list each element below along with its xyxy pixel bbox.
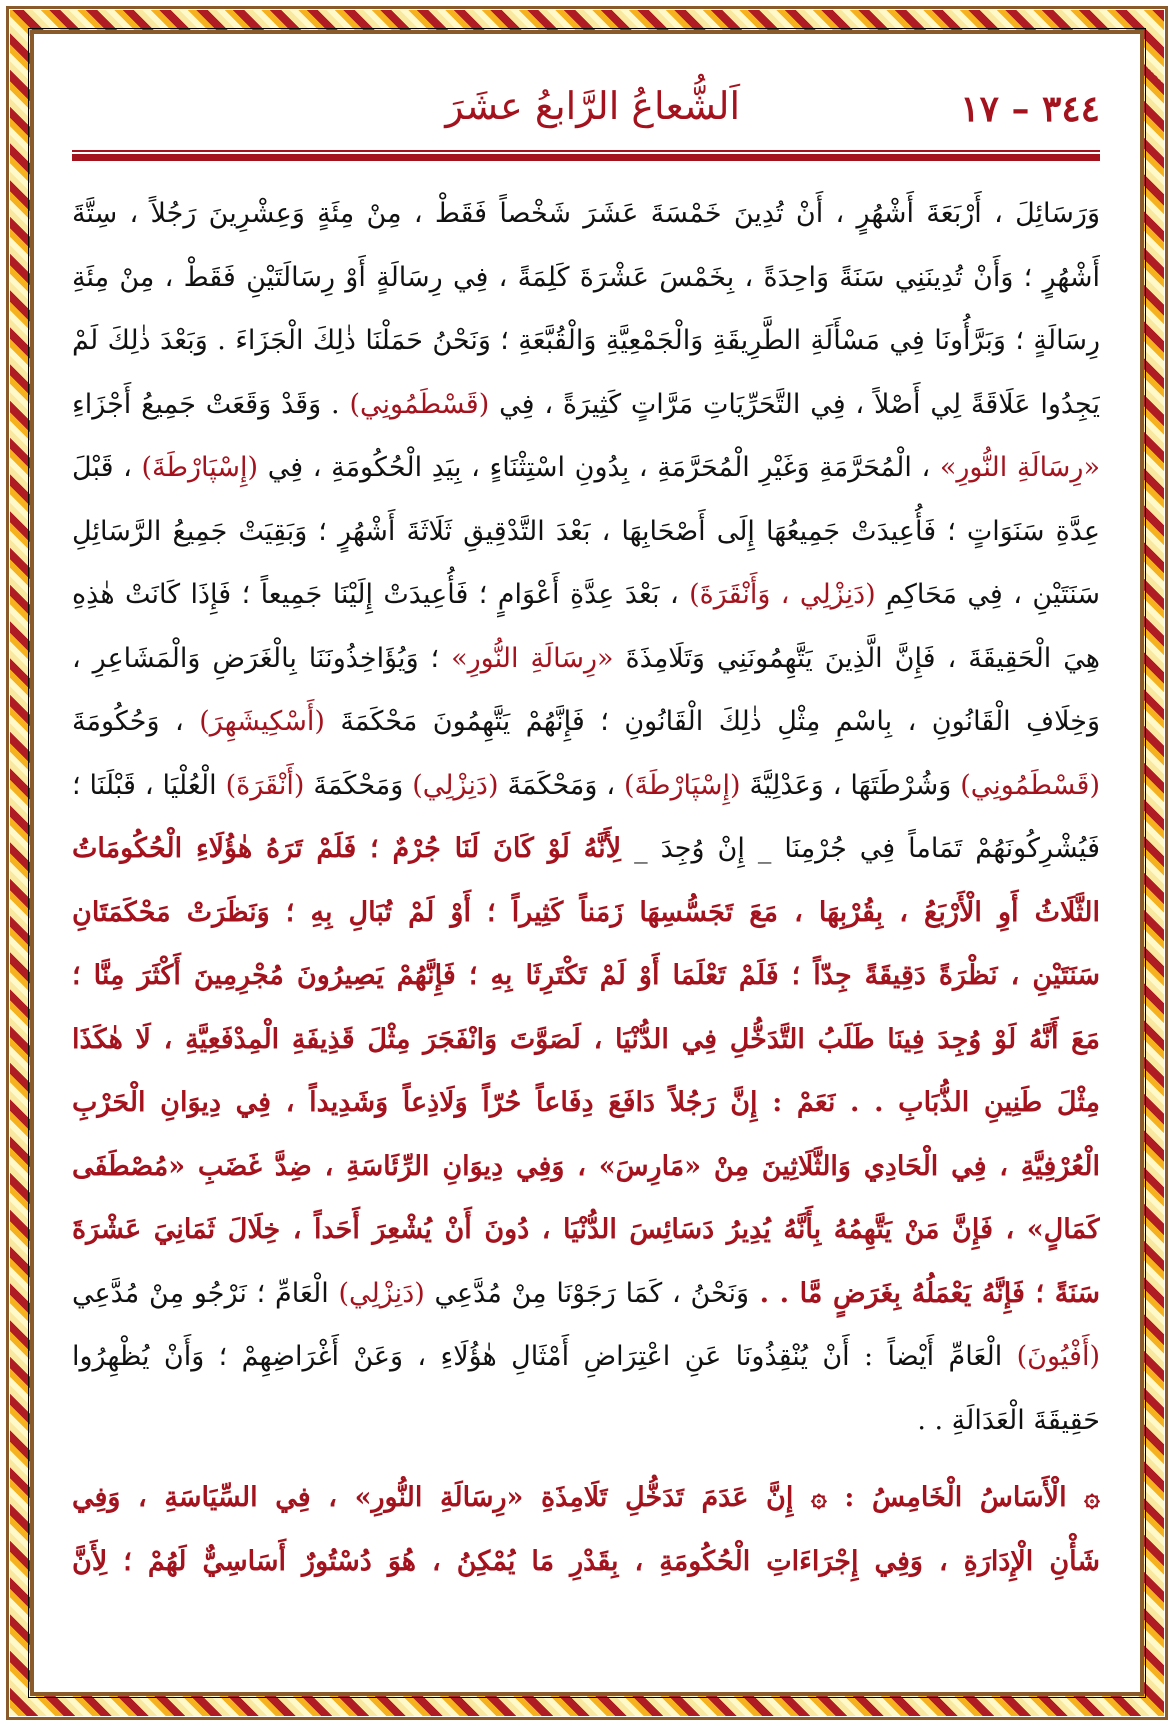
text-segment: ، بَعْدَ عِدَّةِ أَعْوَامٍ ؛ فَأُعِيدَتْ إِلَيْنَا جَمِيعاً ؛ فَإِذَا كَانَتْ هٰذِهِ [72, 579, 690, 610]
header-rule-thin [72, 150, 1100, 152]
text-segment: هِيَ الْحَقِيقَةَ ، فَإِنَّ الَّذِينَ يَتَّهِمُونَنِي وَتَلَامِذَةَ [613, 642, 1100, 674]
text-segment: يَجِدُوا عَلَاقَةً لِي أَصْلاً ، فِي التَّحَرِّيَاتِ مَرَّاتٍ كَثِيرَةً ، فِي [489, 388, 1100, 420]
body-text [72, 182, 1100, 1593]
text-line [72, 944, 1100, 1008]
text-segment: وَشُرْطَتَهَا ، وَعَدْلِيَّةَ [740, 769, 961, 801]
text-line [72, 1008, 1100, 1072]
text-line [72, 1135, 1100, 1199]
text-segment: ، قَبْلَ [72, 452, 142, 483]
highlighted-text-segment: (أَسْكِيشَهِرَ) [199, 706, 325, 737]
text-line [72, 1389, 1100, 1453]
text-segment: سَنَتَيْنِ ، فِي مَحَاكِمِ [875, 579, 1100, 610]
page-header [72, 84, 1100, 144]
highlighted-text-segment: مَعَ أَنَّهُ لَوْ وُجِدَ فِينَا طَلَبُ التَّدَخُّلِ فِي الدُّنْيَا ، لَصَوَّتَ وَانْفَجَرَ مِثْلَ قَذِيفَةِ الْمِدْفَعِيَّةِ ، لَا هٰكَذَا [72, 1023, 1100, 1055]
highlighted-text-segment: كَمَالٍ» ، فَإِنَّ مَنْ يَتَّهِمُهُ بِأَنَّهُ يُدِيرُ دَسَائِسَ الدُّنْيَا ، دُونَ أَنْ يُشْعِرَ أَحَداً ، خِلَالَ ثَمَانِيَ عَشْرَةَ [72, 1214, 1100, 1245]
text-line [72, 1466, 1100, 1530]
running-title: اَلشُّعاعُ الرَّابعُ عشَرَ [445, 84, 740, 128]
highlighted-text-segment: ۞ الْأَسَاسُ الْخَامِسُ : ۞ إِنَّ عَدَمَ تَدَخُّلِ تَلَامِذَةِ «رِسَالَةِ النُّورِ» ، فِي السِّيَاسَةِ ، وَفِي [72, 1482, 1100, 1513]
header-rule-thick [72, 154, 1100, 161]
highlighted-text-segment: سَنَةً ؛ فَإِنَّهُ يَعْمَلُهُ بِغَرَضٍ مَّا . . [749, 1277, 1100, 1309]
page-number: ٣٤٤ – ١٧ [960, 88, 1100, 130]
text-line [72, 1325, 1100, 1389]
text-segment: رِسَالَةٍ ؛ وَبَرَّأُونَا فِي مَسْأَلَةِ الطَّرِيقَةِ وَالْجَمْعِيَّةِ وَالْقُبَّعَةِ ؛ وَنَحْنُ حَمَلْنَا ذٰلِكَ الْجَزَاءَ . وَبَعْدَ ذٰلِكَ لَمْ [72, 325, 1100, 356]
highlighted-text-segment: سَنَتَيْنِ ، نَظْرَةً دَقِيقَةً جِدّاً ؛ فَلَمْ تَعْلَمَا أَوْ لَمْ تَكْتَرِثَا بِهِ ؛ فَإِنَّهُمْ يَصِيرُونَ مُجْرِمِينَ أَكْثَرَ مِنَّا ؛ [72, 960, 1100, 991]
text-segment: وَمَحْكَمَةَ [304, 769, 413, 801]
text-segment: أَشْهُرٍ ؛ وَأَنْ تُدِينَنِي سَنَةً وَاحِدَةً ، بِخَمْسَ عَشْرَةَ كَلِمَةً ، فِي رِسَالَةٍ أَوْ رِسَالَتَيْنِ فَقَطْ ، مِنْ مِئَةِ [72, 261, 1100, 293]
highlighted-text-segment: الْعُرْفِيَّةِ ، فِي الْحَادِي وَالثَّلَاثِينَ مِنْ «مَارِسَ» ، وَفِي دِيوَانِ الرِّئَاسَةِ ، ضِدَّ غَضَبِ «مُصْطَفَى [72, 1150, 1100, 1182]
highlighted-text-segment: لِأَنَّهُ لَوْ كَانَ لَنَا جُرْمٌ ؛ فَلَمْ تَرَهُ هٰؤُلَاءِ الْحُكُومَاتُ [72, 833, 622, 864]
text-line [72, 563, 1100, 627]
text-segment: الْعُلْيَا ، قَبْلَنَا ؛ [72, 769, 226, 801]
highlighted-text-segment: (إِسْپَارْطَةَ) [624, 769, 741, 801]
text-line [72, 1198, 1100, 1262]
highlighted-text-segment: «رِسَالَةِ النُّورِ» [451, 642, 614, 674]
text-segment: ، الْمُحَرَّمَةِ وَغَيْرِ الْمُحَرَّمَةِ ، بِدُونِ اسْتِثْنَاءٍ ، بِيَدِ الْحُكُومَةِ ، فِي [258, 452, 940, 483]
text-segment: وَخِلَافِ الْقَانُونِ ، بِاسْمِ مِثْلِ ذٰلِكَ الْقَانُونِ ؛ فَإِنَّهُمْ يَتَّهِمُونَ مَحْكَمَةَ [324, 706, 1100, 737]
text-segment: الْعَامِّ أَيْضاً : أَنْ يُنْقِذُونَا عَنِ اعْتِرَاضِ أَمْثَالِ هٰؤُلَاءِ ، وَعَنْ أَغْرَاضِهِمْ ؛ وَأَنْ يُظْهِرُوا [72, 1341, 1017, 1372]
text-segment: الْعَامِّ ؛ نَرْجُو مِنْ مُدَّعِي [72, 1277, 339, 1309]
text-line [72, 817, 1100, 881]
text-segment: حَقِيقَةَ الْعَدَالَةِ . . [917, 1404, 1100, 1436]
text-line [72, 1530, 1100, 1594]
text-line [72, 754, 1100, 818]
text-segment: ، وَحُكُومَةَ [72, 706, 200, 737]
highlighted-text-segment: (إِسْپَارْطَةَ) [141, 452, 259, 483]
highlighted-text-segment: (قَسْطَمُونِي) [960, 769, 1100, 801]
text-line [72, 881, 1100, 945]
text-line [72, 373, 1100, 437]
highlighted-text-segment: (أَنْقَرَةَ) [225, 769, 305, 801]
text-line [72, 1262, 1100, 1326]
highlighted-text-segment: (أَفْيُونَ) [1016, 1341, 1100, 1372]
highlighted-text-segment: (دَنِزْلِي) [338, 1277, 425, 1309]
text-line [72, 1071, 1100, 1135]
text-line [72, 246, 1100, 310]
text-line [72, 627, 1100, 691]
highlighted-text-segment: (قَسْطَمُونِي) [349, 388, 490, 420]
text-line [72, 182, 1100, 246]
text-segment: فَيُشْرِكُونَهُمْ تَمَاماً فِي جُرْمِنَا _ إِنْ وُجِدَ _ [621, 833, 1100, 864]
highlighted-text-segment: (دَنِزْلِي ، وَأَنْقَرَةَ) [689, 579, 876, 610]
text-segment: ، وَمَحْكَمَةَ [498, 769, 625, 801]
text-segment: عِدَّةِ سَنَوَاتٍ ؛ فَأُعِيدَتْ جَمِيعُهَا إِلَى أَصْحَابِهَا ، بَعْدَ التَّدْقِيقِ ثَلَاثَةَ أَشْهُرٍ ؛ وَبَقِيَتْ جَمِيعُ الرَّسَائِلِ [72, 515, 1100, 547]
highlighted-text-segment: مِثْلَ طَنِينِ الذُّبَابِ . . نَعَمْ : إِنَّ رَجُلاً دَافَعَ دِفَاعاً حُرّاً وَلَاذِعاً وَشَدِيداً ، فِي دِيوَانِ الْحَرْبِ [72, 1087, 1100, 1118]
highlighted-text-segment: شَأْنِ الْإِدَارَةِ ، وَفِي إِجْرَاءَاتِ الْحُكُومَةِ ، بِقَدْرِ مَا يُمْكِنُ ، هُوَ دُسْتُورٌ أَسَاسِيٌّ لَهُمْ ؛ لِأَنَّ [72, 1545, 1100, 1577]
text-segment: وَرَسَائِلَ ، أَرْبَعَةَ أَشْهُرٍ ، أَنْ تُدِينَ خَمْسَةَ عَشَرَ شَخْصاً فَقَطْ ، مِنْ مِئَةٍ وَعِشْرِينَ رَجُلاً ، سِتَّةَ [72, 198, 1100, 229]
text-segment: . وَقَدْ وَقَعَتْ جَمِيعُ أَجْزَاءِ [72, 388, 350, 420]
text-line [72, 690, 1100, 754]
text-line [72, 436, 1100, 500]
text-segment: وَنَحْنُ ، كَمَا رَجَوْنَا مِنْ مُدَّعِي [424, 1277, 750, 1309]
text-line [72, 500, 1100, 564]
highlighted-text-segment: «رِسَالَةِ النُّورِ» [939, 452, 1100, 483]
text-line [72, 309, 1100, 373]
highlighted-text-segment: الثَّلَاثُ أَوِ الْأَرْبَعُ ، بِقُرْبِهَا ، مَعَ تَجَسُّسِهَا زَمَناً كَثِيراً ؛ أَوْ لَمْ تُبَالِ بِهِ ؛ وَنَظَرَتْ مَحْكَمَتَانِ [72, 896, 1100, 928]
text-segment: ؛ وَيُؤَاخِذُونَنَا بِالْغَرَضِ وَالْمَشَاعِرِ ، [72, 642, 452, 674]
highlighted-text-segment: (دَنِزْلِي) [412, 769, 499, 801]
